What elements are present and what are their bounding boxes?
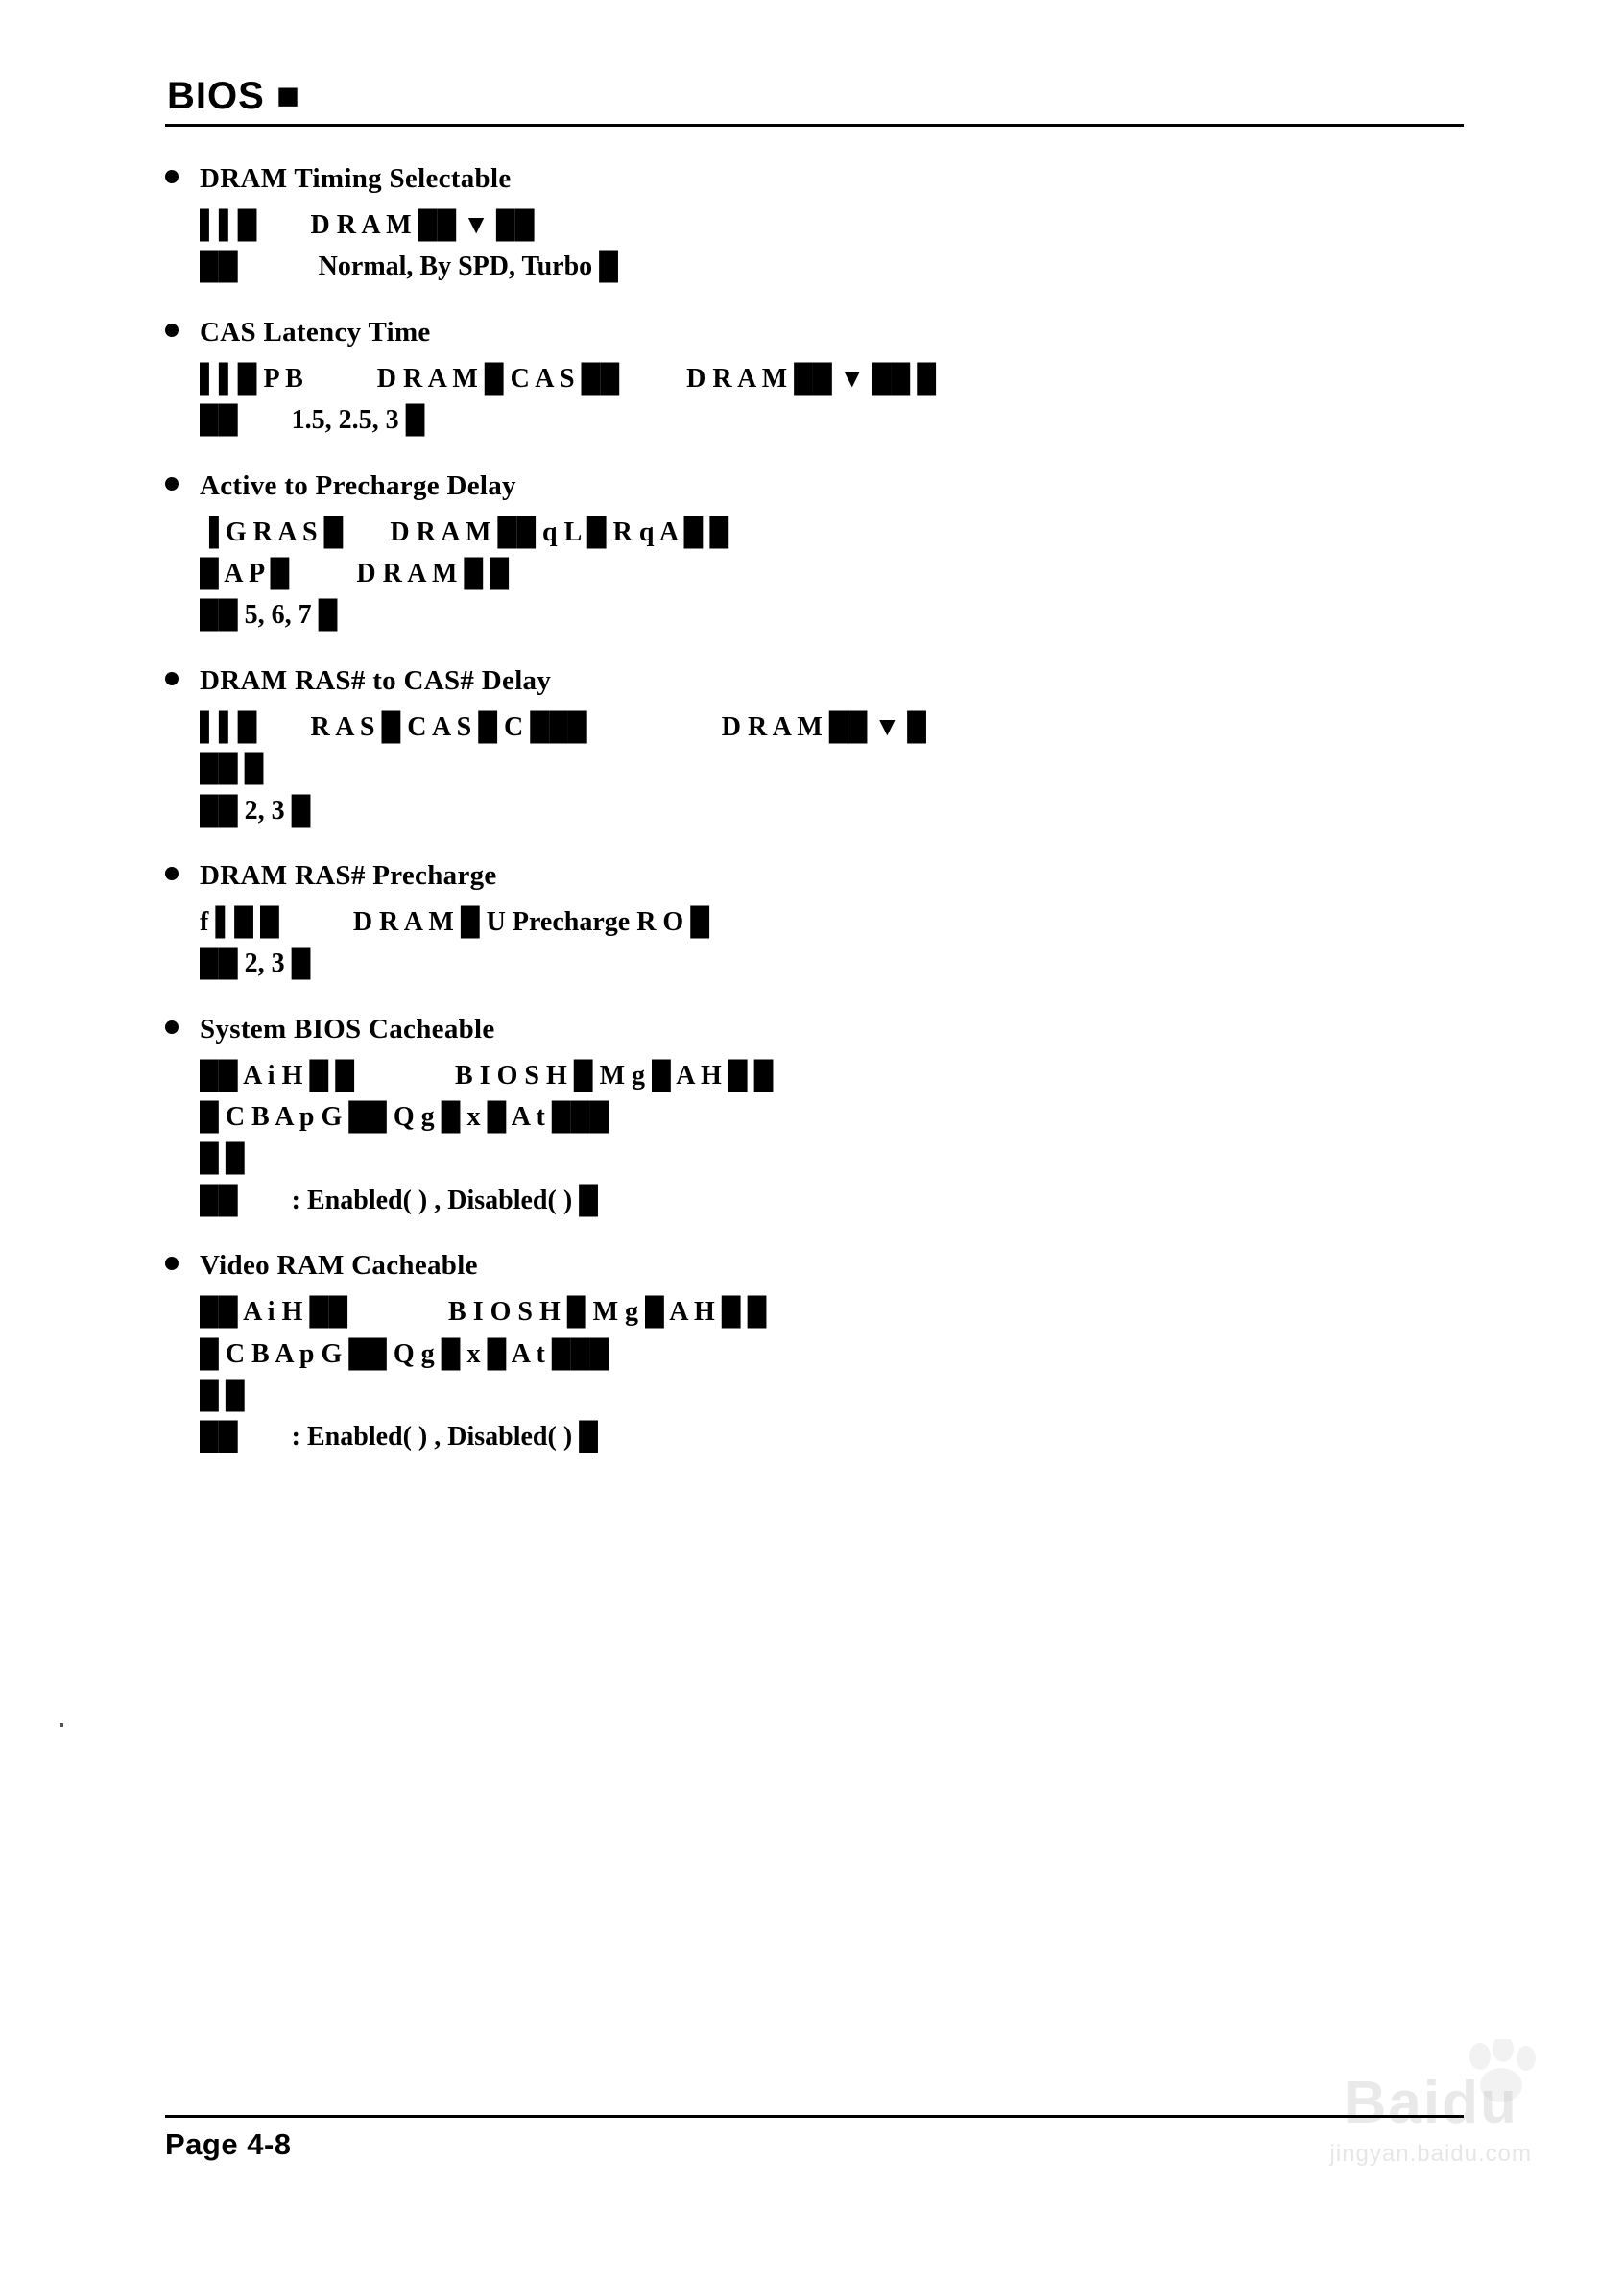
bios-option-entry (165, 470, 1461, 636)
option-heading: Video RAM Cacheable (200, 1250, 478, 1282)
description-line: █ █ (200, 1381, 245, 1411)
bios-option-entry (165, 860, 1461, 985)
option-description (200, 1055, 1461, 1222)
option-description (200, 1291, 1461, 1458)
page-speck (60, 1723, 63, 1727)
bullet-icon (165, 672, 179, 685)
page-content (165, 75, 1461, 1487)
description-line: ▌▌█ R A S █ C A S █ C ███ D R A M ██ ▼ █ (200, 711, 926, 742)
page-footer (165, 2115, 1464, 2162)
option-heading-row (165, 1250, 1461, 1282)
description-line: █ C B A p G ██ Q g █ x █ A t ███ (200, 1338, 609, 1369)
bullet-icon (165, 867, 179, 880)
description-line: █ █ (200, 1143, 245, 1174)
watermark-brand: Baidu (1343, 2070, 1518, 2136)
option-heading-row (165, 1014, 1461, 1045)
bios-option-entry (165, 163, 1461, 288)
description-line: f ▌█ █ D R A M █ U Precharge R O █ (200, 906, 710, 937)
bios-option-entry (165, 665, 1461, 831)
option-heading-row (165, 163, 1461, 195)
description-line: █ C B A p G ██ Q g █ x █ A t ███ (200, 1102, 609, 1133)
bios-option-entry (165, 1014, 1461, 1222)
option-description (200, 512, 1461, 636)
description-line: ██ : Enabled( ) , Disabled( ) █ (200, 1185, 598, 1215)
option-heading: DRAM RAS# Precharge (200, 859, 497, 891)
description-line: ██ 2, 3 █ (200, 948, 311, 979)
bullet-icon (165, 1257, 179, 1270)
description-line: ▌▌█ D R A M ██ ▼ ██ (200, 210, 535, 240)
description-line: ██ Normal, By SPD, Turbo █ (200, 252, 619, 282)
description-line: ██ 2, 3 █ (200, 795, 311, 826)
bullet-icon (165, 170, 179, 183)
option-heading-row (165, 860, 1461, 892)
paw-watermark-icon (1463, 2039, 1549, 2106)
bullet-icon (165, 324, 179, 337)
footer-divider (165, 2115, 1464, 2118)
option-heading: DRAM Timing Selectable (200, 163, 512, 194)
option-heading: DRAM RAS# to CAS# Delay (200, 664, 552, 696)
option-description (200, 358, 1461, 442)
option-heading-row (165, 317, 1461, 348)
option-heading-row (165, 470, 1461, 502)
option-description (200, 901, 1461, 985)
page-title: BIOS ■ (167, 75, 301, 117)
description-line: ██ █ (200, 754, 264, 784)
page-number: Page 4-8 (165, 2127, 292, 2161)
watermark-url: jingyan.baidu.com (1329, 2141, 1532, 2167)
bios-option-entry (165, 317, 1461, 442)
option-description (200, 204, 1461, 288)
description-line: ██ A i H ██ B I O S H █ M g █ A H █ █ (200, 1297, 767, 1328)
description-line: ██ 5, 6, 7 █ (200, 600, 338, 631)
description-line: ▐ G R A S █ D R A M ██ q L █ R q A █ █ (200, 516, 729, 547)
bullet-icon (165, 1020, 179, 1034)
description-line: ██ : Enabled( ) , Disabled( ) █ (200, 1422, 598, 1453)
description-line: ██ A i H █ █ B I O S H █ M g █ A H █ █ (200, 1060, 774, 1091)
option-heading: CAS Latency Time (200, 316, 431, 348)
description-line: ██ 1.5, 2.5, 3 █ (200, 405, 425, 436)
description-line: █ A P █ D R A M █ █ (200, 558, 510, 588)
option-description (200, 707, 1461, 831)
bullet-icon (165, 477, 179, 491)
option-heading-row (165, 665, 1461, 697)
bios-option-entry (165, 1250, 1461, 1458)
header-divider (165, 124, 1464, 127)
description-line: ▌▌█ P B D R A M █ C A S ██ D R A M ██ ▼ ██ █ (200, 363, 937, 394)
option-heading: System BIOS Cacheable (200, 1013, 495, 1044)
option-heading: Active to Precharge Delay (200, 469, 516, 501)
